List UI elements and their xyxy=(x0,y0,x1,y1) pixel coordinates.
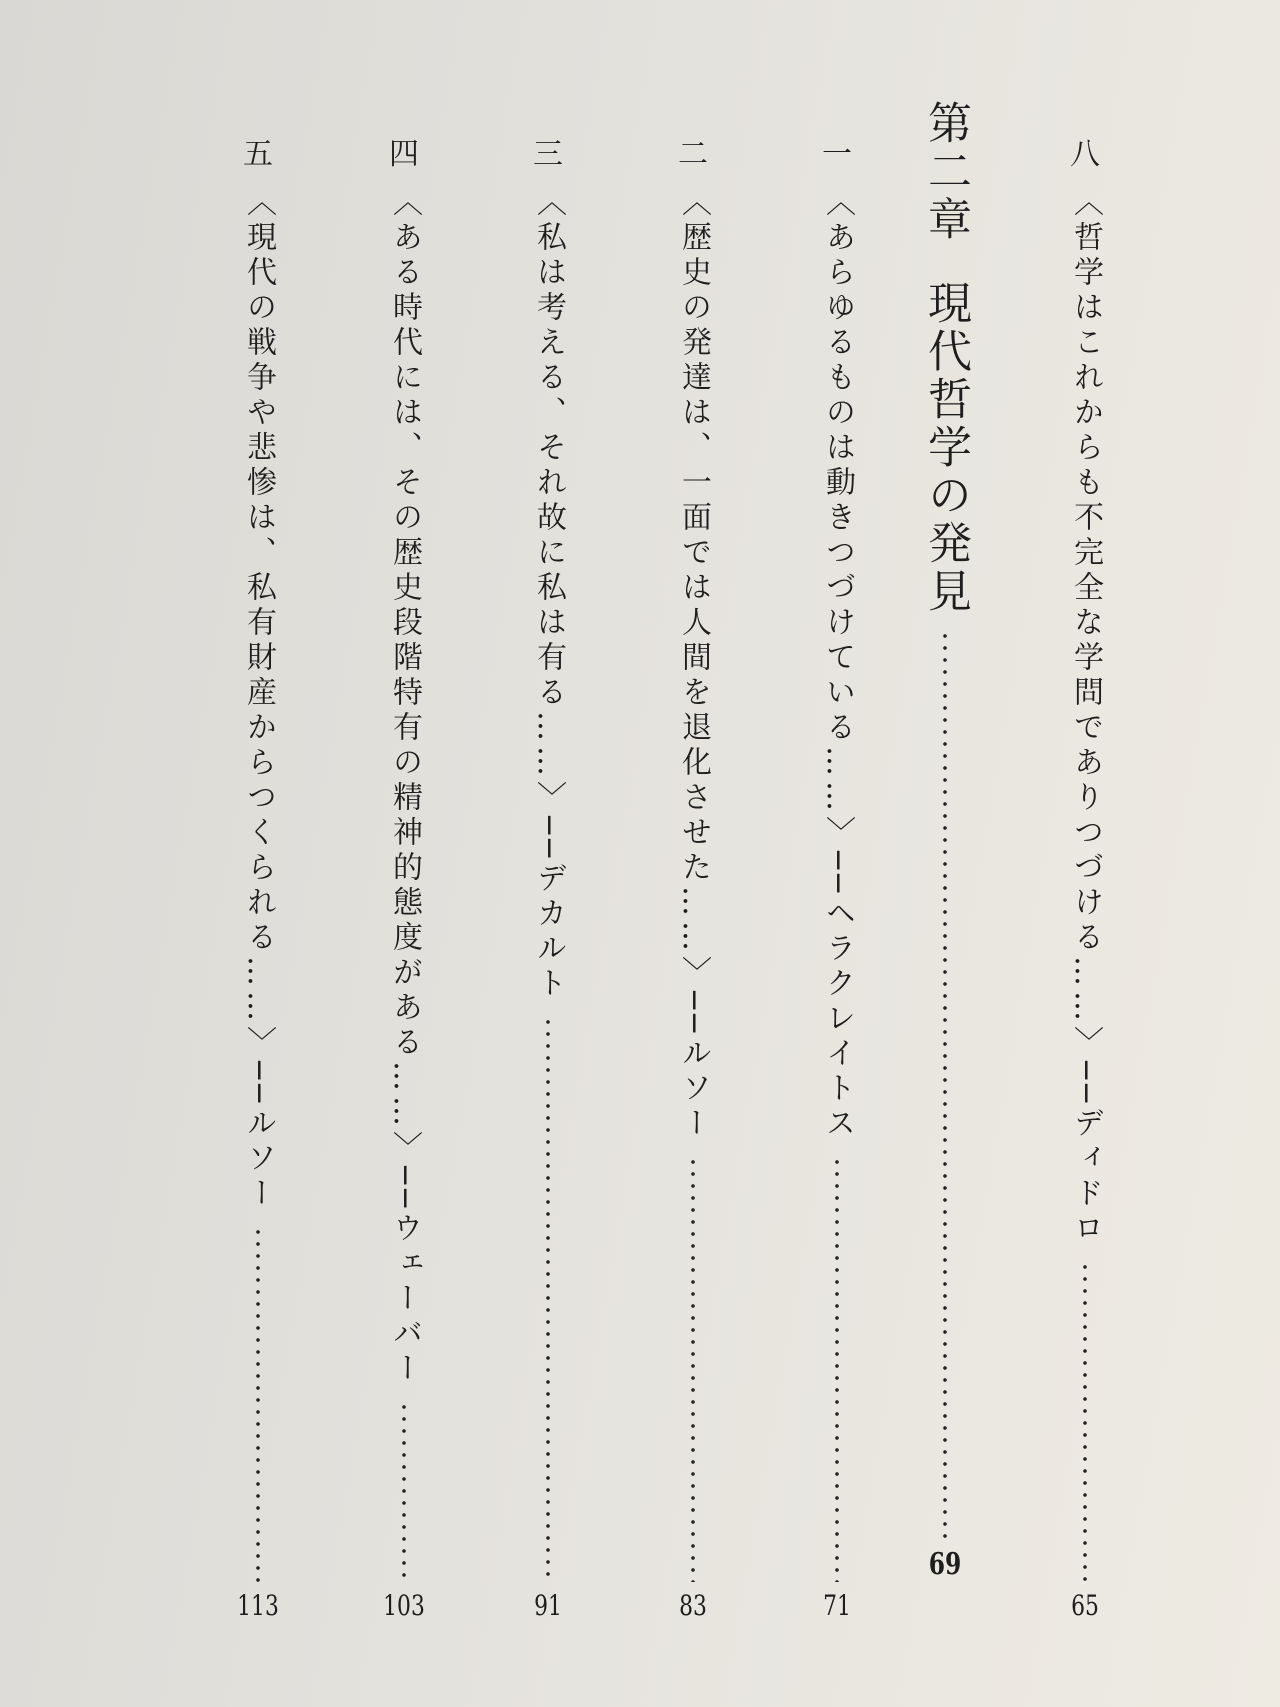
entry-title: 〈歴史の発達は、一面では人間を退化させた……〉──ルソー xyxy=(676,186,711,1143)
dot-leader xyxy=(256,1226,260,1582)
entry-number: 二 xyxy=(678,137,708,172)
entry-number: 三 xyxy=(533,137,563,172)
toc-entry-2[interactable] xyxy=(663,137,723,1622)
toc-entry-1[interactable] xyxy=(807,137,867,1622)
entry-number: 八 xyxy=(1070,137,1100,172)
entry-number: 四 xyxy=(389,137,419,172)
dot-leader xyxy=(402,1401,406,1582)
entry-title: 〈哲学はこれからも不完全な学問でありつづける……〉──ディドロ xyxy=(1068,186,1103,1248)
dot-leader xyxy=(835,1156,839,1582)
chapter-name: 現代哲学の発見 xyxy=(920,280,971,616)
entry-title: 〈ある時代には、その歴史段階特有の精神的態度がある……〉──ウェーバー xyxy=(387,186,422,1388)
chapter-label: 第二章 xyxy=(920,100,971,244)
toc-entry-5[interactable] xyxy=(228,137,288,1622)
page-number: 83 xyxy=(679,1589,707,1622)
dot-leader xyxy=(691,1156,695,1582)
page-number: 69 xyxy=(928,1547,962,1582)
toc-entry-8[interactable] xyxy=(1055,137,1115,1622)
page-number: 65 xyxy=(1071,1589,1099,1622)
chapter-title xyxy=(910,100,980,616)
page-number: 103 xyxy=(383,1589,425,1622)
entry-number: 一 xyxy=(822,137,852,172)
page-number: 71 xyxy=(823,1589,851,1622)
entry-number: 五 xyxy=(243,137,273,172)
entry-title: 〈現代の戦争や悲惨は、私有財産からつくられる……〉──ルソー xyxy=(241,186,276,1213)
page-number: 91 xyxy=(534,1589,562,1622)
entry-title: 〈私は考える、それ故に私は有る……〉──デカルト xyxy=(531,186,566,1003)
page-number: 113 xyxy=(237,1589,279,1622)
dot-leader xyxy=(546,1016,550,1582)
toc-entry-chapter-2[interactable] xyxy=(910,100,980,1580)
dot-leader xyxy=(943,630,947,1540)
entry-title: 〈あらゆるものは動きつづけている……〉──ヘラクレイトス xyxy=(820,186,855,1143)
dot-leader xyxy=(1083,1261,1087,1582)
toc-entry-4[interactable] xyxy=(374,137,434,1622)
toc-entry-3[interactable] xyxy=(518,137,578,1622)
